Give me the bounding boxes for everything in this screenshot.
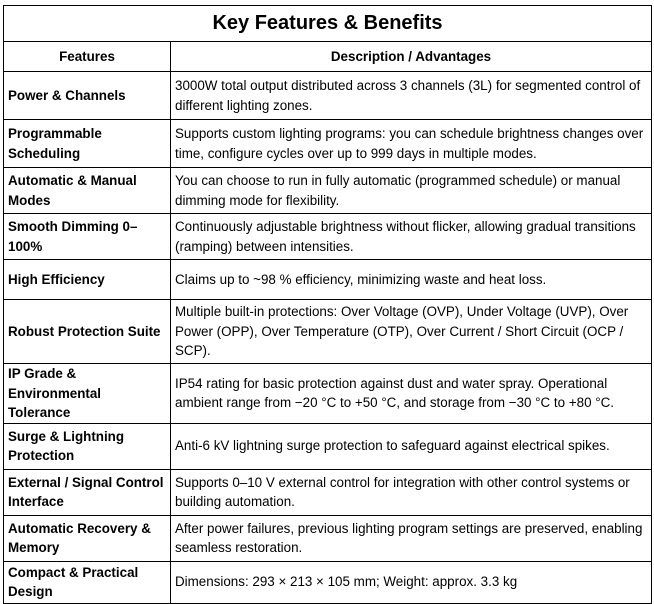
table-title: Key Features & Benefits bbox=[4, 6, 652, 42]
description-cell: After power failures, previous lighting program settings are preserved, enabling seamless restoration. bbox=[171, 515, 652, 561]
description-cell: 3000W total output distributed across 3 channels (3L) for segmented control of different lighting zones. bbox=[171, 72, 652, 120]
feature-cell: Robust Protection Suite bbox=[4, 300, 171, 364]
title-row bbox=[4, 6, 652, 42]
header-features: Features bbox=[4, 42, 171, 72]
table-row bbox=[4, 469, 652, 515]
table-row bbox=[4, 423, 652, 469]
description-cell: Anti-6 kV lightning surge protection to safeguard against electrical spikes. bbox=[171, 423, 652, 469]
table-row bbox=[4, 168, 652, 214]
feature-cell: Surge & Lightning Protection bbox=[4, 423, 171, 469]
description-cell: Continuously adjustable brightness without flicker, allowing gradual transitions (ramping) between intensities. bbox=[171, 214, 652, 260]
feature-cell: Automatic Recovery & Memory bbox=[4, 515, 171, 561]
description-cell: You can choose to run in fully automatic (programmed schedule) or manual dimming mode for flexibility. bbox=[171, 168, 652, 214]
table-row bbox=[4, 120, 652, 168]
table-row bbox=[4, 260, 652, 300]
feature-cell: High Efficiency bbox=[4, 260, 171, 300]
features-sheet bbox=[3, 5, 651, 604]
feature-cell: Power & Channels bbox=[4, 72, 171, 120]
description-cell: Dimensions: 293 × 213 × 105 mm; Weight: approx. 3.3 kg bbox=[171, 561, 652, 603]
header-description: Description / Advantages bbox=[171, 42, 652, 72]
description-cell: Claims up to ~98 % efficiency, minimizing waste and heat loss. bbox=[171, 260, 652, 300]
table-row bbox=[4, 72, 652, 120]
feature-cell: Compact & Practical Design bbox=[4, 561, 171, 603]
feature-cell: Smooth Dimming 0–100% bbox=[4, 214, 171, 260]
description-cell: Supports 0–10 V external control for integration with other control systems or building automation. bbox=[171, 469, 652, 515]
description-cell: Supports custom lighting programs: you can schedule brightness changes over time, configure cycles over up to 999 days in multiple modes. bbox=[171, 120, 652, 168]
description-cell: Multiple built-in protections: Over Voltage (OVP), Under Voltage (UVP), Over Power (OPP), Over Temperature (OTP), Over Current / Short Circuit (OCP / SCP). bbox=[171, 300, 652, 364]
feature-cell: IP Grade & Environmental Tolerance bbox=[4, 364, 171, 424]
table-row bbox=[4, 364, 652, 424]
header-row bbox=[4, 42, 652, 72]
feature-cell: Programmable Scheduling bbox=[4, 120, 171, 168]
table-row bbox=[4, 515, 652, 561]
table-row bbox=[4, 214, 652, 260]
description-cell: IP54 rating for basic protection against dust and water spray. Operational ambient range from −20 °C to +50 °C, and storage from −30 °C to +80 °C. bbox=[171, 364, 652, 424]
table-row bbox=[4, 561, 652, 603]
feature-cell: Automatic & Manual Modes bbox=[4, 168, 171, 214]
feature-cell: External / Signal Control Interface bbox=[4, 469, 171, 515]
features-table bbox=[3, 5, 652, 604]
table-row bbox=[4, 300, 652, 364]
